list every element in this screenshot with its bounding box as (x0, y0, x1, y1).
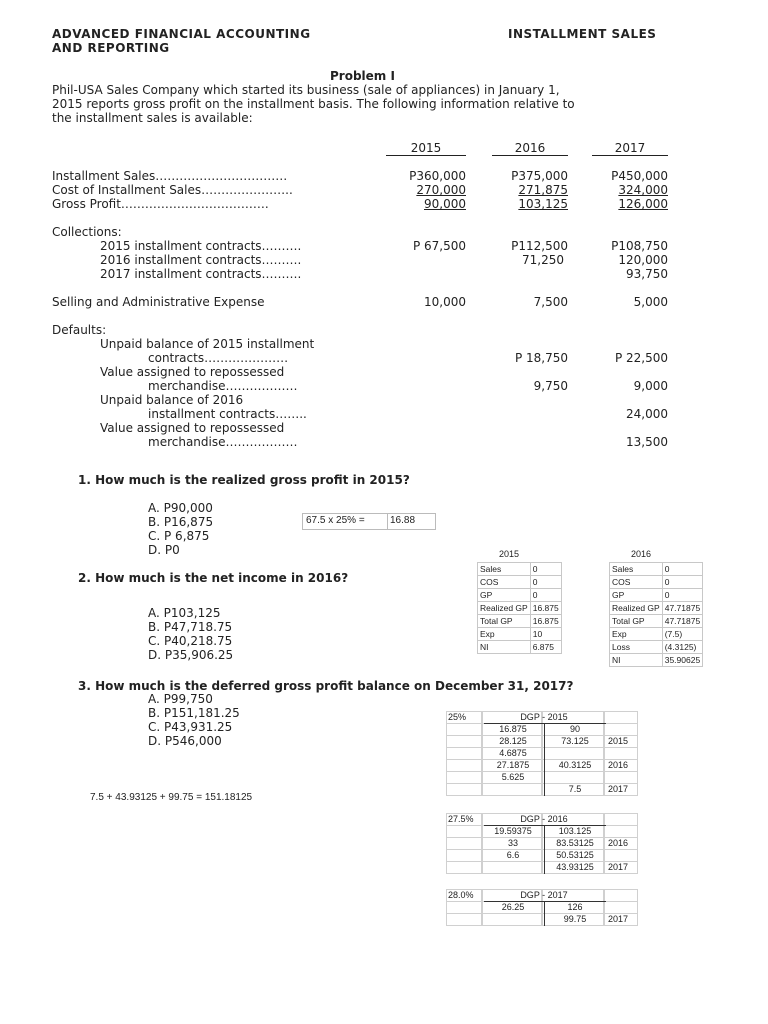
dgp-credit-cell: 43.93125 (556, 862, 594, 872)
question-1: 1. How much is the realized gross profit in 2015? (78, 473, 410, 487)
q2-table-2015-title: 2015 (498, 549, 520, 559)
worksheet-label-cell: GP (610, 589, 663, 602)
year-header-2016: 2016 (492, 141, 568, 156)
row-label-cost: Cost of Installment Sales………………….. (52, 183, 293, 197)
sheet-gridcell (446, 825, 482, 838)
q3-option-d: D. P546,000 (148, 734, 222, 748)
default-3-line1: Unpaid balance of 2016 (100, 393, 244, 407)
defaults-label: Defaults: (52, 323, 107, 337)
worksheet-row (478, 576, 562, 589)
collections-label: Collections: (52, 225, 122, 239)
worksheet-label-cell: Total GP (478, 615, 531, 628)
q2-option-d: D. P35,906.25 (148, 648, 234, 662)
worksheet-label-cell: Exp (610, 628, 663, 641)
sheet-gridcell (446, 771, 482, 784)
sheet-gridcell (482, 913, 542, 926)
dgp-rate: 25% (448, 712, 467, 722)
default-4-line2: merchandise……………… (148, 435, 298, 449)
worksheet-label-cell: Sales (610, 563, 663, 576)
row-label-installment-sales: Installment Sales…………………………… (52, 169, 288, 183)
intro-line-2: 2015 reports gross profit on the installment basis. The following information relative to (52, 97, 575, 111)
worksheet-table (477, 562, 562, 654)
question-3: 3. How much is the deferred gross profit balance on December 31, 2017? (78, 679, 574, 693)
worksheet-label-cell: GP (478, 589, 531, 602)
course-title-line2: AND REPORTING (52, 41, 170, 55)
collections-2015-y2016: P112,500 (511, 239, 568, 253)
q2-option-b: B. P47,718.75 (148, 620, 233, 634)
dgp-debit-cell: 33 (507, 838, 518, 848)
q1-option-b: B. P16,875 (148, 515, 214, 529)
year-header-2017: 2017 (592, 141, 668, 156)
worksheet-row (610, 628, 703, 641)
worksheet-label-cell: Realized GP (478, 602, 531, 615)
dgp-year-cell: 2017 (608, 862, 629, 872)
dgp-year-cell: 2015 (608, 736, 629, 746)
cost-2015: 270,000 (416, 183, 466, 197)
worksheet-value-cell: 0 (530, 589, 561, 602)
default-1-line1: Unpaid balance of 2015 installment (100, 337, 315, 351)
q1-option-a: A. P90,000 (148, 501, 213, 515)
q3-work-line: 7.5 + 43.93125 + 99.75 = 151.18125 (90, 792, 253, 803)
worksheet-row (478, 563, 562, 576)
worksheet-row (478, 589, 562, 602)
sae-label: Selling and Administrative Expense (52, 295, 265, 309)
sheet-gridcell (604, 901, 638, 914)
worksheet-label-cell: Total GP (610, 615, 663, 628)
default-2-2017: 9,000 (633, 379, 668, 393)
q1-option-c: C. P 6,875 (148, 529, 210, 543)
dgp-credit-cell: 90 (569, 724, 580, 734)
default-1-2017: P 22,500 (614, 351, 668, 365)
collections-2017-y2017: 93,750 (626, 267, 668, 281)
default-2-line1: Value assigned to repossessed (100, 365, 285, 379)
sheet-gridcell (446, 901, 482, 914)
worksheet-row (478, 628, 562, 641)
dgp-year-cell: 2016 (608, 838, 629, 848)
default-3-line2: installment contracts…….. (148, 407, 307, 421)
sheet-gridcell (604, 711, 638, 724)
dgp-credit-cell: 99.75 (563, 914, 587, 924)
worksheet-value-cell: 0 (662, 589, 702, 602)
worksheet-label-cell: Sales (478, 563, 531, 576)
q2-table-2015 (477, 562, 562, 654)
dgp-title: DGP - 2015 (520, 712, 568, 722)
row-label-gross-profit: Gross Profit………………………………. (52, 197, 269, 211)
installment-sales-2016: P375,000 (511, 169, 568, 183)
sheet-gridcell (446, 837, 482, 850)
sae-2015: 10,000 (424, 295, 466, 309)
q2-option-a: A. P103,125 (148, 606, 221, 620)
dgp-credit-cell: 83.53125 (556, 838, 594, 848)
year-header-2015: 2015 (386, 141, 466, 156)
dgp-rate: 27.5% (448, 814, 474, 824)
sheet-gridcell (446, 735, 482, 748)
q3-option-a: A. P99,750 (148, 692, 213, 706)
t-account-center-rule (544, 723, 545, 796)
sae-2016: 7,500 (533, 295, 568, 309)
q2-table-2016 (609, 562, 703, 667)
dgp-debit-cell: 28.125 (499, 736, 527, 746)
q1-option-d: D. P0 (148, 543, 180, 557)
q2-table-2016-title: 2016 (630, 549, 652, 559)
sheet-gridcell (604, 813, 638, 826)
collections-2016-label: 2016 installment contracts………. (100, 253, 302, 267)
worksheet-row (610, 589, 703, 602)
q1-calc-box (302, 513, 436, 530)
q1-calc-divider (387, 514, 388, 529)
worksheet-value-cell: 0 (662, 576, 702, 589)
worksheet-value-cell: (4.3125) (662, 641, 702, 654)
worksheet-row (610, 602, 703, 615)
question-2: 2. How much is the net income in 2016? (78, 571, 349, 585)
sheet-gridcell (542, 747, 604, 760)
worksheet-value-cell: 0 (662, 563, 702, 576)
topic-title: INSTALLMENT SALES (508, 27, 657, 41)
sheet-gridcell (446, 849, 482, 862)
worksheet-value-cell: 35.90625 (662, 654, 702, 667)
q1-calc-left: 67.5 x 25% = (306, 515, 365, 526)
default-2-line2: merchandise……………… (148, 379, 298, 393)
worksheet-label-cell: NI (478, 641, 531, 654)
dgp-title: DGP - 2016 (520, 814, 568, 824)
dgp-year-cell: 2016 (608, 760, 629, 770)
dgp-rate: 28.0% (448, 890, 474, 900)
dgp-debit-cell: 4.6875 (499, 748, 527, 758)
sheet-gridcell (604, 723, 638, 736)
default-4-line1: Value assigned to repossessed (100, 421, 285, 435)
installment-sales-2017: P450,000 (611, 169, 668, 183)
worksheet-value-cell: 47.71875 (662, 602, 702, 615)
t-account-center-rule (544, 901, 545, 926)
worksheet-value-cell: 0 (530, 576, 561, 589)
dgp-credit-cell: 103.125 (558, 826, 592, 836)
dgp-title: DGP - 2017 (520, 890, 568, 900)
sheet-gridcell (446, 723, 482, 736)
sheet-gridcell (604, 747, 638, 760)
worksheet-row (478, 615, 562, 628)
dgp-year-cell: 2017 (608, 914, 629, 924)
worksheet-row (610, 563, 703, 576)
sheet-gridcell (482, 783, 542, 796)
q3-option-c: C. P43,931.25 (148, 720, 233, 734)
sheet-gridcell (604, 889, 638, 902)
cost-2017: 324,000 (618, 183, 668, 197)
gross-profit-2017: 126,000 (618, 197, 668, 211)
sheet-gridcell (446, 783, 482, 796)
collections-2015-y2015: P 67,500 (412, 239, 466, 253)
sheet-gridcell (604, 849, 638, 862)
default-1-2016: P 18,750 (514, 351, 568, 365)
dgp-debit-cell: 19.59375 (494, 826, 532, 836)
q3-option-b: B. P151,181.25 (148, 706, 240, 720)
collections-2016-y2017: 120,000 (618, 253, 668, 267)
worksheet-row (610, 654, 703, 667)
worksheet-row (610, 615, 703, 628)
cost-2016: 271,875 (518, 183, 568, 197)
worksheet-value-cell: 0 (530, 563, 561, 576)
sheet-gridcell (542, 771, 604, 784)
default-2-2016: 9,750 (533, 379, 568, 393)
worksheet-value-cell: 47.71875 (662, 615, 702, 628)
dgp-credit-cell: 7.5 (568, 784, 582, 794)
worksheet-row (610, 641, 703, 654)
worksheet-row (478, 641, 562, 654)
intro-line-3: the installment sales is available: (52, 111, 253, 125)
sheet-gridcell (446, 861, 482, 874)
intro-line-1: Phil-USA Sales Company which started its business (sale of appliances) in January 1, (52, 83, 560, 97)
worksheet-value-cell: (7.5) (662, 628, 702, 641)
sheet-gridcell (446, 913, 482, 926)
installment-sales-2015: P360,000 (409, 169, 466, 183)
dgp-debit-cell: 27.1875 (496, 760, 530, 770)
dgp-credit-cell: 73.125 (561, 736, 589, 746)
collections-2015-y2017: P108,750 (611, 239, 668, 253)
collections-2015-label: 2015 installment contracts………. (100, 239, 302, 253)
collections-2017-label: 2017 installment contracts………. (100, 267, 302, 281)
dgp-debit-cell: 16.875 (499, 724, 527, 734)
worksheet-value-cell: 6.875 (530, 641, 561, 654)
default-4-2017: 13,500 (626, 435, 668, 449)
course-title-line1: ADVANCED FINANCIAL ACCOUNTING (52, 27, 311, 41)
sheet-gridcell (604, 825, 638, 838)
worksheet-value-cell: 10 (530, 628, 561, 641)
sheet-gridcell (482, 861, 542, 874)
q2-option-c: C. P40,218.75 (148, 634, 233, 648)
worksheet-row (478, 602, 562, 615)
worksheet-value-cell: 16.875 (530, 602, 561, 615)
worksheet-label-cell: Loss (610, 641, 663, 654)
worksheet-label-cell: Exp (478, 628, 531, 641)
collections-2016-y2016: 71,250 (522, 253, 564, 267)
sheet-gridcell (604, 771, 638, 784)
dgp-debit-cell: 6.6 (506, 850, 520, 860)
dgp-credit-cell: 40.3125 (558, 760, 592, 770)
worksheet-row (610, 576, 703, 589)
gross-profit-2016: 103,125 (518, 197, 568, 211)
dgp-credit-cell: 126 (567, 902, 583, 912)
sheet-gridcell (446, 747, 482, 760)
worksheet-label-cell: NI (610, 654, 663, 667)
t-account-center-rule (544, 825, 545, 874)
worksheet-label-cell: Realized GP (610, 602, 663, 615)
worksheet-table (609, 562, 703, 667)
gross-profit-2015: 90,000 (424, 197, 466, 211)
sheet-gridcell (446, 759, 482, 772)
dgp-credit-cell: 50.53125 (556, 850, 594, 860)
default-1-line2: contracts………………… (148, 351, 289, 365)
worksheet-label-cell: COS (610, 576, 663, 589)
worksheet-label-cell: COS (478, 576, 531, 589)
default-3-2017: 24,000 (626, 407, 668, 421)
dgp-year-cell: 2017 (608, 784, 629, 794)
worksheet-value-cell: 16.875 (530, 615, 561, 628)
sae-2017: 5,000 (633, 295, 668, 309)
dgp-debit-cell: 5.625 (501, 772, 525, 782)
problem-title: Problem I (330, 69, 395, 83)
dgp-debit-cell: 26.25 (501, 902, 525, 912)
q1-calc-right: 16.88 (390, 515, 416, 526)
